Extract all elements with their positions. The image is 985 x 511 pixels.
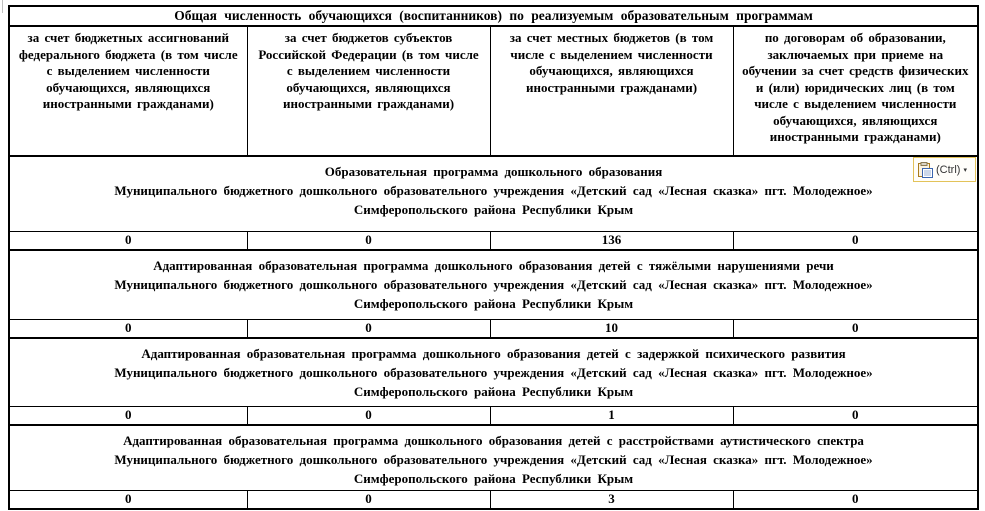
value-cell: 3 bbox=[490, 490, 733, 509]
program-row-2 bbox=[9, 250, 978, 319]
table-title: Общая численность обучающихся (воспитанников) по реализуемым образовательным программам bbox=[9, 6, 978, 26]
program-description-1 bbox=[9, 156, 978, 231]
value-cell: 10 bbox=[490, 319, 733, 338]
institution-name: Муниципального бюджетного дошкольного образовательного учреждения «Детский сад «Лесная сказка» пгт. Молодежное» bbox=[114, 183, 873, 198]
institution-location: Симферопольского района Республики Крым bbox=[353, 384, 634, 399]
column-header-regional-budget: за счет бюджетов субъектов Российской Федерации (в том числе с выделением численности обучающихся, являющихся иностранными гражданами) bbox=[247, 26, 490, 156]
program-row-3 bbox=[9, 338, 978, 406]
value-cell: 0 bbox=[9, 231, 247, 250]
institution-name: Муниципального бюджетного дошкольного образовательного учреждения «Детский сад «Лесная сказка» пгт. Молодежное» bbox=[114, 277, 873, 292]
page-edge-line bbox=[2, 0, 3, 13]
institution-location: Симферопольского района Республики Крым bbox=[353, 296, 634, 311]
institution-location: Симферопольского района Республики Крым bbox=[353, 202, 634, 217]
clipboard-paste-icon bbox=[918, 162, 933, 178]
paste-options-label: (Ctrl) bbox=[936, 163, 961, 176]
value-cell: 0 bbox=[247, 231, 490, 250]
value-cell: 0 bbox=[247, 490, 490, 509]
program-description-3 bbox=[9, 338, 978, 406]
column-header-row bbox=[9, 26, 978, 156]
chevron-down-icon[interactable]: ▾ bbox=[963, 166, 967, 174]
value-cell: 1 bbox=[490, 406, 733, 425]
program-description-2 bbox=[9, 250, 978, 319]
value-row-1 bbox=[9, 231, 978, 250]
value-row-4 bbox=[9, 490, 978, 509]
column-header-local-budget: за счет местных бюджетов (в том числе с выделением численности обучающихся, являющихся иностранными гражданами) bbox=[490, 26, 733, 156]
value-cell: 0 bbox=[733, 319, 978, 338]
institution-name: Муниципального бюджетного дошкольного образовательного учреждения «Детский сад «Лесная сказка» пгт. Молодежное» bbox=[114, 452, 873, 467]
value-cell: 0 bbox=[247, 406, 490, 425]
value-cell: 0 bbox=[247, 319, 490, 338]
program-name: Адаптированная образовательная программа дошкольного образования детей с расстройствами аутистического спектра bbox=[123, 433, 864, 448]
program-row-4 bbox=[9, 425, 978, 490]
column-header-federal-budget: за счет бюджетных ассигнований федерального бюджета (в том числе с выделением численности обучающихся, являющихся иностранными гражданами) bbox=[9, 26, 247, 156]
value-cell: 0 bbox=[733, 231, 978, 250]
value-cell: 0 bbox=[9, 319, 247, 338]
value-cell: 0 bbox=[733, 490, 978, 509]
value-cell: 136 bbox=[490, 231, 733, 250]
program-name: Адаптированная образовательная программа дошкольного образования детей с задержкой психического развития bbox=[141, 346, 846, 361]
value-cell: 0 bbox=[733, 406, 978, 425]
value-row-3 bbox=[9, 406, 978, 425]
paste-options-button[interactable] bbox=[913, 157, 976, 182]
institution-name: Муниципального бюджетного дошкольного образовательного учреждения «Детский сад «Лесная сказка» пгт. Молодежное» bbox=[114, 365, 873, 380]
program-row-1 bbox=[9, 156, 978, 231]
program-name: Образовательная программа дошкольного образования bbox=[324, 164, 663, 179]
column-header-contract: по договорам об образовании, заключаемых при приеме на обучении за счет средств физических и (или) юридических лиц (в том числе с выделением численности обучающихся, являющихся иностранными гражданами) bbox=[733, 26, 978, 156]
enrollment-table bbox=[8, 5, 979, 510]
table-title-row bbox=[9, 6, 978, 26]
program-description-4 bbox=[9, 425, 978, 490]
value-row-2 bbox=[9, 319, 978, 338]
value-cell: 0 bbox=[9, 406, 247, 425]
value-cell: 0 bbox=[9, 490, 247, 509]
institution-location: Симферопольского района Республики Крым bbox=[353, 471, 634, 486]
program-name: Адаптированная образовательная программа дошкольного образования детей с тяжёлыми нарушениями речи bbox=[153, 258, 834, 273]
